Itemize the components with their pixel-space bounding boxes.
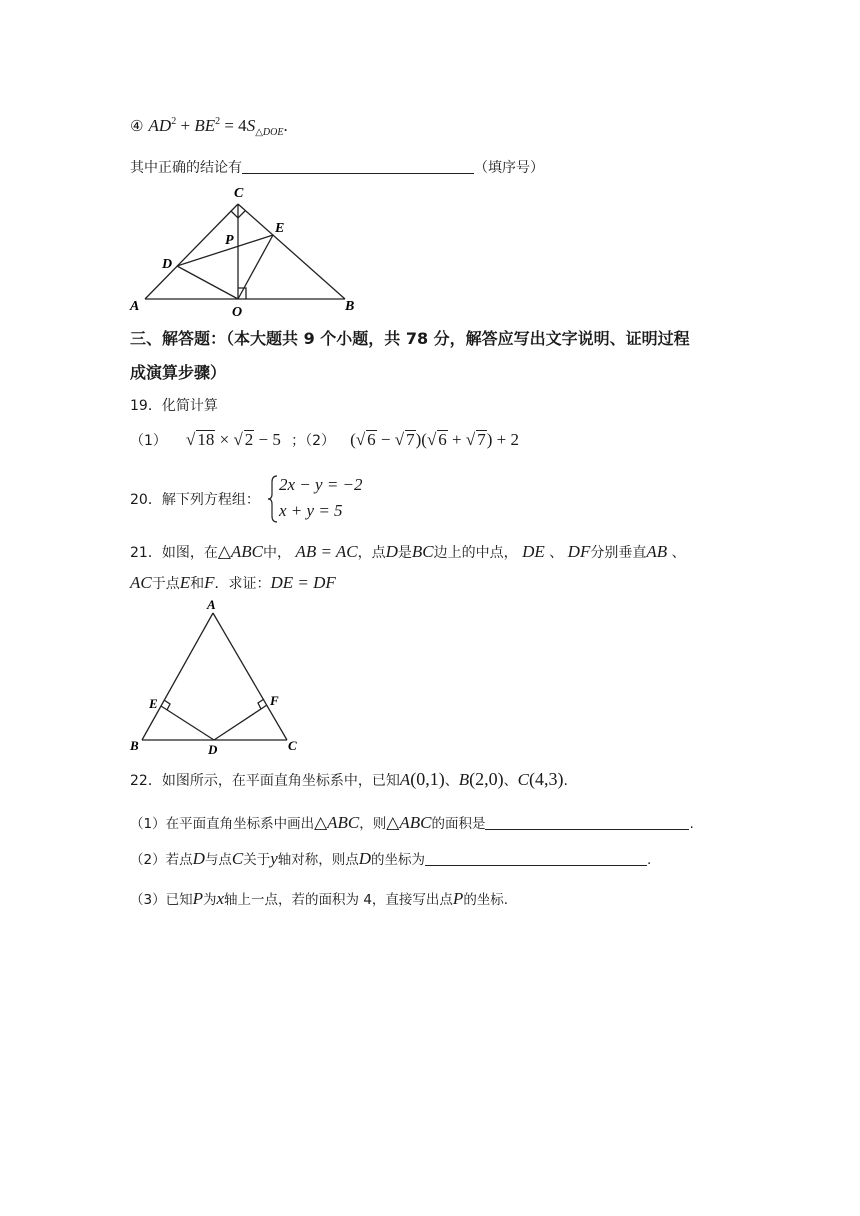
q19-p1-expression: √ 18 × √ 2 − 5	[186, 430, 281, 449]
label-p: P	[225, 233, 234, 248]
section-3-heading-line1: 三、解答题：（本大题共 9 个小题，共 78 分，解答应写出文字说明、证明过程	[130, 329, 690, 348]
label-d: D	[208, 742, 218, 757]
label-a: A	[130, 299, 140, 314]
segment-ac	[213, 613, 287, 740]
section-3-heading-line2: 成演算步骤）	[130, 363, 227, 382]
label-a: A	[207, 597, 216, 612]
q21-line-2: AC于点E和F．求证：DE = DF	[130, 573, 336, 592]
segment-do	[177, 266, 238, 299]
segment-de	[161, 706, 214, 740]
answer-blank	[242, 159, 474, 174]
segment-cb	[238, 204, 345, 299]
label-f: F	[270, 693, 279, 708]
figure-2-triangle	[125, 595, 315, 760]
answer-prefix: 其中正确的结论有	[130, 160, 242, 176]
segment-ac	[145, 204, 238, 299]
segment-df	[214, 705, 267, 740]
q22-intro: 22．如图所示，在平面直角坐标系中，已知A(0,1)、B(2,0)、C(4,3).	[130, 769, 568, 789]
segment-ab	[142, 613, 213, 740]
answer-blank-area	[485, 815, 689, 830]
answer-suffix: （填序号）	[474, 160, 544, 176]
label-d: D	[162, 257, 173, 272]
label-e: E	[149, 696, 158, 711]
label-b: B	[345, 299, 355, 314]
figure-1-triangle	[125, 180, 375, 320]
label-c: C	[234, 186, 244, 201]
label-b: B	[130, 738, 139, 753]
q21-line-1: 21．如图，在△ABC中， AB = AC，点D是BC边上的中点， DE 、 DF分别垂直AB 、	[130, 542, 686, 561]
q20-prefix: 20．解下列方程组：	[130, 492, 260, 508]
label-o: O	[232, 305, 243, 320]
q18-item-4	[130, 116, 288, 138]
q19-problems: （1） √ 18 × √ 2 − 5 ；（2） (√ 6 − √ 7)(√ 6 + √ 7) + 2	[130, 430, 519, 449]
item-marker: ④	[130, 117, 144, 135]
q19-title: 19．化简计算	[130, 398, 218, 414]
system-brace	[268, 474, 278, 524]
q18-answer-line	[130, 157, 544, 177]
answer-blank-coord	[425, 851, 647, 866]
q19-p2-expression: (√ 6 − √ 7)(√ 6 + √ 7) + 2	[350, 430, 519, 449]
q20-equation-1: 2x − y = −2	[279, 475, 363, 494]
label-e: E	[275, 221, 285, 236]
formula: $AD^2 + BE^2 = 4S_{\triangle DOE}$.	[148, 116, 288, 138]
label-c: C	[288, 738, 297, 753]
q22-part-3: （3）已知P为x轴上一点，若的面积为 4，直接写出点P的坐标.	[130, 889, 509, 908]
q22-part-1: （1）在平面直角坐标系中画出△ABC，则△ABC的面积是 .	[130, 813, 694, 832]
q20-equation-2: x + y = 5	[279, 501, 343, 520]
q22-part-2: （2）若点D与点C关于y轴对称，则点D的坐标为 .	[130, 849, 652, 868]
